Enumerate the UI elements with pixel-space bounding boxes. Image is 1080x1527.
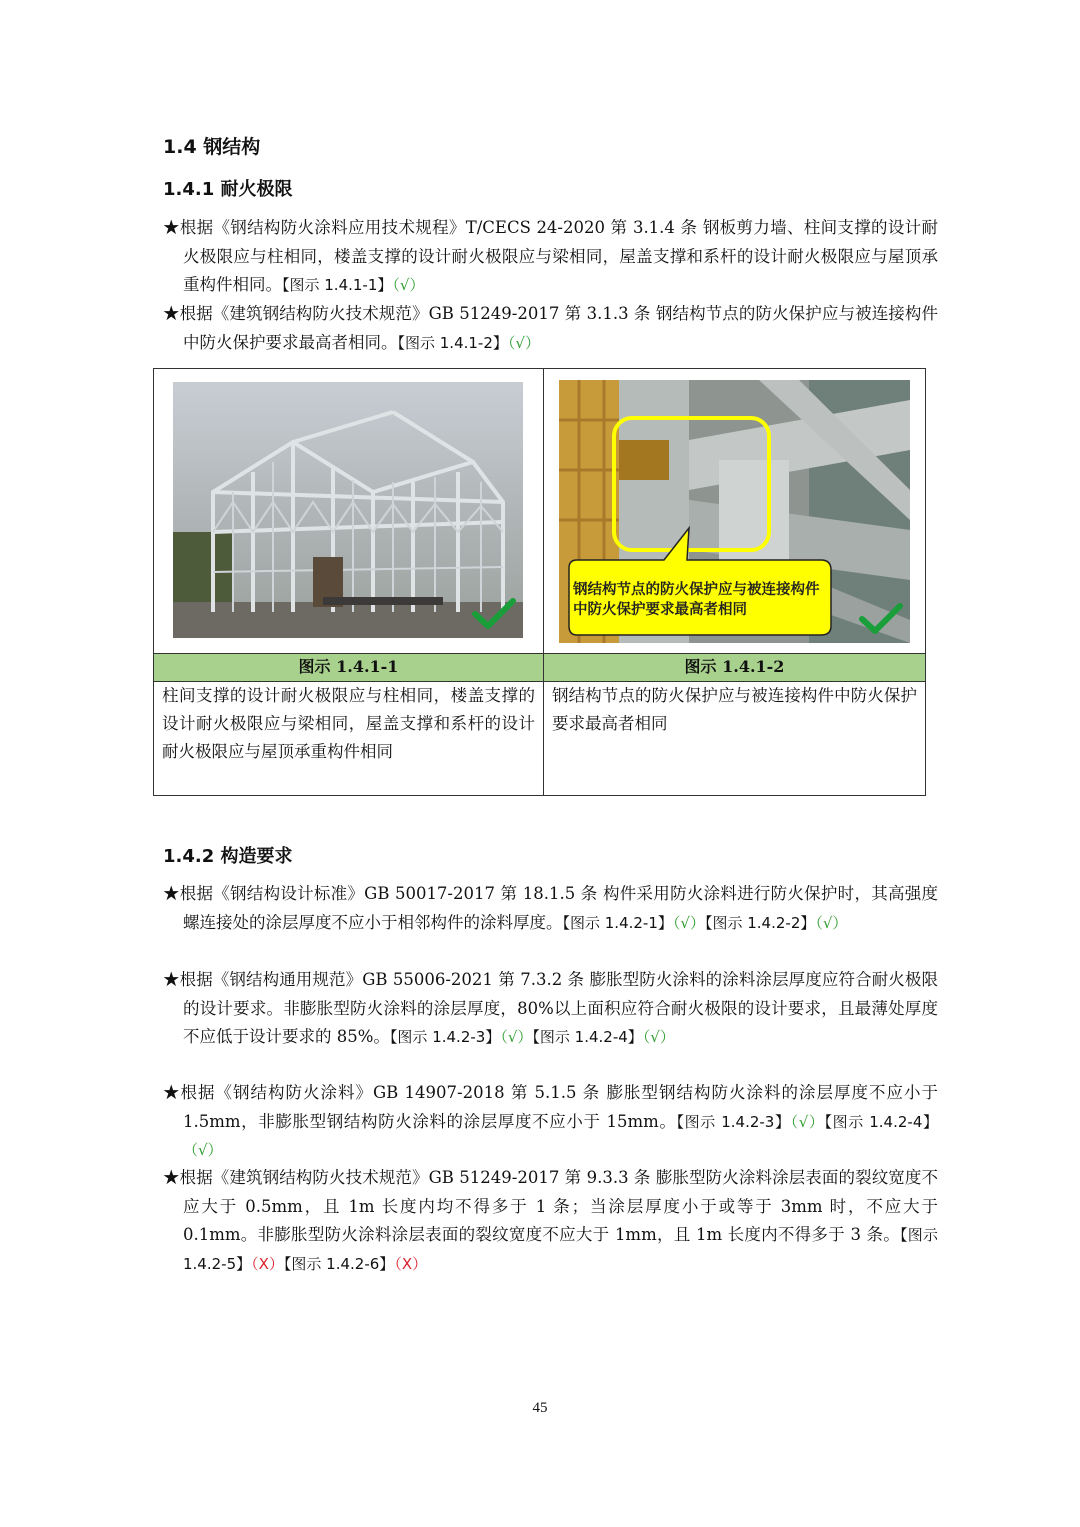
- check-icon: [471, 596, 517, 632]
- subsection-heading-fire-resistance: 1.4.1 耐火极限: [163, 179, 293, 200]
- figure-reference: 【图示 1.4.2-4】: [824, 1112, 938, 1131]
- figure-reference: 【图示 1.4.1-2】: [397, 333, 508, 352]
- paragraph-1-4-2-a: [163, 880, 938, 937]
- steel-joint-photo: [559, 380, 910, 643]
- pass-mark: （√）: [183, 1141, 223, 1159]
- figure-description-right: 钢结构节点的防火保护应与被连接构件中防火保护要求最高者相同: [552, 686, 917, 733]
- figure-reference: 【图示 1.4.2-3】: [676, 1112, 791, 1131]
- figure-reference: 【图示 1.4.2-3】: [389, 1028, 501, 1046]
- figure-table: [153, 368, 926, 796]
- figure-reference: 【图示 1.4.2-6】: [283, 1254, 395, 1273]
- figure-reference: 【图示 1.4.2-5】: [183, 1226, 938, 1273]
- paragraph-text: ★根据《钢结构防火涂料》GB 14907-2018 第 5.1.5 条 膨胀型钢结构防火涂料的涂层厚度不应小于 1.5mm，非膨胀型钢结构防火涂料的涂层厚度不应小于 15mm。: [163, 1083, 938, 1131]
- figure-reference: 【图示 1.4.2-1】: [562, 913, 673, 932]
- paragraph-text: ★根据《钢结构设计标准》GB 50017-2017 第 18.1.5 条 构件采用防火涂料进行防火保护时，其高强度螺连接处的涂层厚度不应小于相邻构件的涂料厚度。: [163, 884, 938, 932]
- pass-mark: （√）: [500, 1028, 533, 1046]
- fail-mark: （X）: [251, 1254, 284, 1273]
- fail-mark: （X）: [394, 1254, 428, 1273]
- subsection-heading-construction: 1.4.2 构造要求: [163, 846, 293, 867]
- figure-caption-left: 图示 1.4.1-1: [298, 657, 399, 676]
- paragraph-text: ★根据《建筑钢结构防火技术规范》GB 51249-2017 第 9.3.3 条 膨胀型防火涂料涂层表面的裂纹宽度不应大于 0.5mm，且 1m 长度内均不得多于 1 条；当涂层厚度小于或等于 3mm 时，不应大于 0.1mm。非膨胀型防火涂料涂层表面的裂纹宽度不应大于 1mm，且 1m 长度内不得多于 3 条。: [163, 1168, 938, 1244]
- pass-mark: （√）: [790, 1112, 825, 1131]
- paragraph-1-4-2-d: [163, 1164, 938, 1278]
- pass-mark: （√）: [815, 913, 848, 932]
- paragraph-1-4-1-b: [163, 300, 938, 357]
- paragraph-text: ★根据《钢结构通用规范》GB 55006-2021 第 7.3.2 条 膨胀型防火涂料的涂料涂层厚度应符合耐火极限的设计要求。非膨胀型防火涂料的涂层厚度，80%以上面积应符合耐火极限的设计要求，且最薄处厚度不应低于设计要求的 85%。: [163, 970, 938, 1046]
- paragraph-1-4-2-b: [163, 966, 938, 1052]
- steel-frame-photo: [173, 382, 523, 638]
- callout-text: 钢结构节点的防火保护应与被连接构件中防火保护要求最高者相同: [573, 582, 820, 618]
- figure-caption-right: 图示 1.4.1-2: [684, 657, 785, 676]
- section-heading: 1.4 钢结构: [163, 136, 261, 158]
- page-number: 45: [532, 1400, 548, 1416]
- figure-description-left: 柱间支撑的设计耐火极限应与柱相同，楼盖支撑的设计耐火极限应与梁相同，屋盖支撑和系杆的设计耐火极限应与屋顶承重构件相同: [162, 686, 535, 761]
- check-icon: [858, 601, 904, 637]
- pass-mark: （√）: [672, 913, 705, 932]
- pass-mark: （√）: [507, 333, 540, 352]
- paragraph-text: ★根据《建筑钢结构防火技术规范》GB 51249-2017 第 3.1.3 条 钢结构节点的防火保护应与被连接构件中防火保护要求最高者相同。: [163, 304, 938, 352]
- figure-reference: 【图示 1.4.2-4】: [532, 1028, 643, 1046]
- paragraph-text: ★根据《钢结构防火涂料应用技术规程》T/CECS 24-2020 第 3.1.4 条 钢板剪力墙、柱间支撑的设计耐火极限应与柱相同，楼盖支撑的设计耐火极限应与梁相同，屋盖支撑和系杆的设计耐火极限应与屋顶承重构件相同。: [163, 218, 938, 294]
- figure-reference: 【图示 1.4.1-1】: [282, 276, 393, 294]
- pass-mark: （√）: [392, 276, 425, 294]
- figure-reference: 【图示 1.4.2-2】: [704, 913, 816, 932]
- paragraph-1-4-1-a: [163, 214, 938, 300]
- paragraph-1-4-2-c: [163, 1079, 938, 1165]
- pass-mark: （√）: [642, 1028, 675, 1046]
